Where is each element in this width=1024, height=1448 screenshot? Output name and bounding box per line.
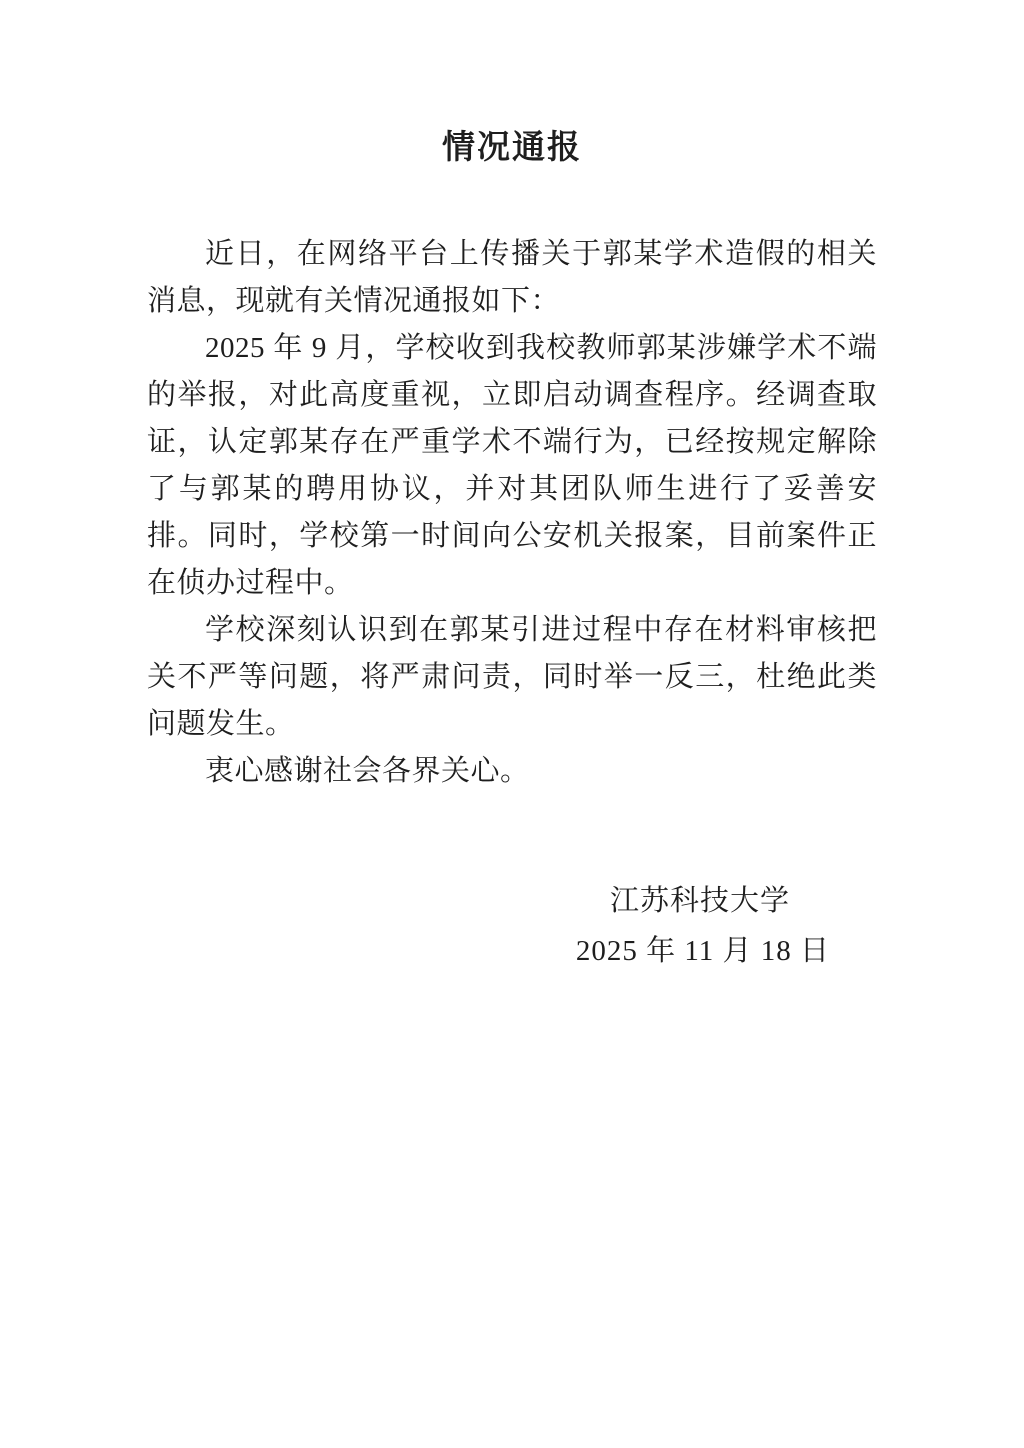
- notice-paragraph-thanks: 衷心感谢社会各界关心。: [205, 755, 530, 787]
- notice-paragraph-investigation: 2025 年 9 月，学校收到我校教师郭某涉嫌学术不端的举报，对此高度重视，立即启动调查程序。经调查取证，认定郭某存在严重学术不端行为，已经按规定解除了与郭某的聘用协议，并对其团队师生进行了妥善安排。同时，学校第一时间向公安机关报案，目前案件正在侦办过程中。: [147, 332, 877, 599]
- notice-signature-block: [147, 876, 877, 976]
- notice-paragraph-intro: 近日，在网络平台上传播关于郭某学术造假的相关消息，现就有关情况通报如下：: [147, 238, 877, 317]
- notice-paragraph-accountability: 学校深刻认识到在郭某引进过程中存在材料审核把关不严等问题，将严肃问责，同时举一反三，杜绝此类问题发生。: [147, 614, 877, 740]
- notice-body: [147, 231, 877, 795]
- notice-title: 情况通报: [442, 130, 582, 166]
- notice-signature: 江苏科技大学: [609, 885, 790, 917]
- notice-date: 2025 年 11 月 18 日: [575, 935, 830, 967]
